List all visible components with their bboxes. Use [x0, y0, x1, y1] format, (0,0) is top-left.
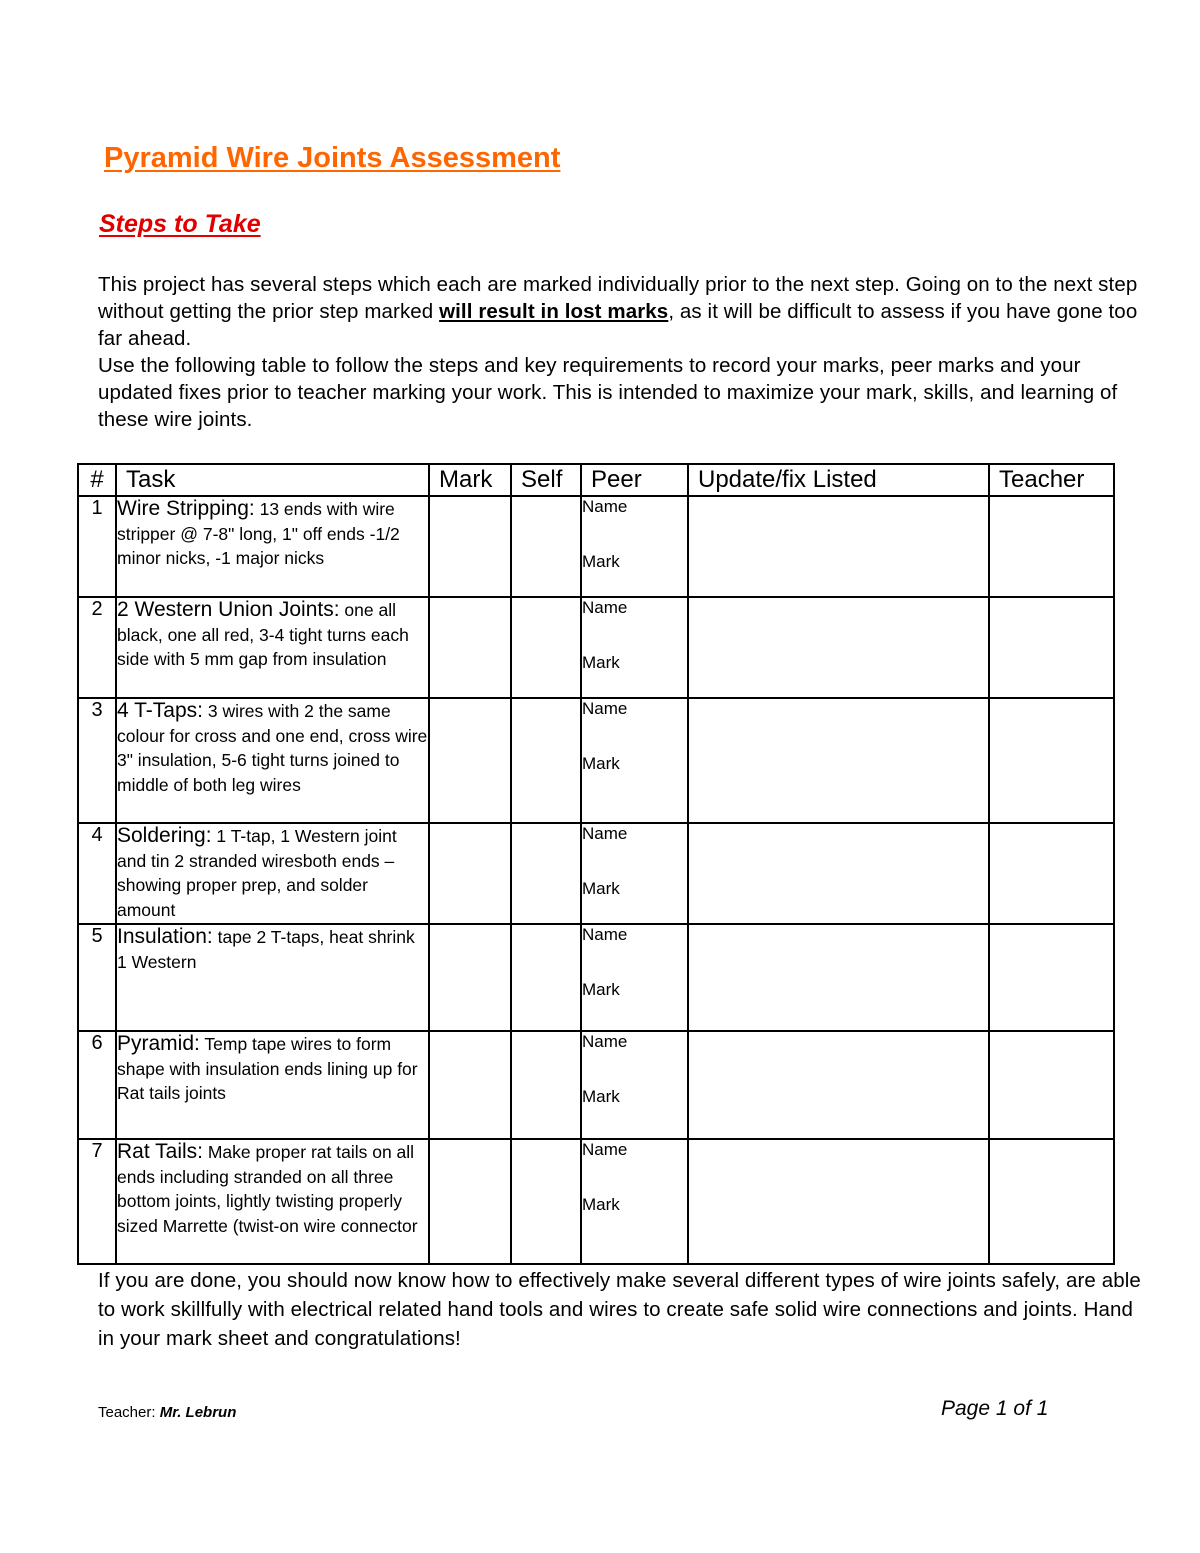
- table-row: [78, 496, 1114, 597]
- mark-cell[interactable]: [429, 924, 511, 1031]
- self-cell[interactable]: [511, 698, 581, 823]
- table-row: [78, 1139, 1114, 1264]
- task-name: Insulation:: [117, 925, 213, 948]
- row-number: 7: [78, 1139, 116, 1264]
- task-cell: [116, 496, 429, 597]
- peer-mark-label: Mark: [582, 1087, 620, 1106]
- task-cell: [116, 597, 429, 698]
- task-detail: 3 wires with 2 the same colour for cross and one end, cross wire 3" insulation, 5-6 tight turns joined to middle of both leg wires: [117, 701, 428, 795]
- task-detail: Make proper rat tails on all ends including stranded on all three bottom joints, lightly twisting properly sized Marrette (twist-on wire connector: [117, 1142, 418, 1236]
- task-name: Wire Stripping:: [117, 497, 255, 520]
- task-name: Rat Tails:: [117, 1140, 203, 1163]
- header-update-fix: Update/fix Listed: [688, 464, 989, 496]
- mark-cell[interactable]: [429, 698, 511, 823]
- task-detail: tape 2 T-taps, heat shrink 1 Western: [117, 927, 415, 972]
- peer-name-label: Name: [582, 1140, 628, 1159]
- teacher-name: Mr. Lebrun: [159, 1404, 237, 1421]
- intro-text: [98, 271, 1138, 433]
- intro-paragraph-1: [98, 271, 1138, 352]
- peer-name-label: Name: [582, 497, 628, 516]
- row-number: 3: [78, 698, 116, 823]
- peer-mark-label: Mark: [582, 653, 620, 672]
- peer-name-label: Name: [582, 1032, 628, 1051]
- peer-cell[interactable]: [581, 1139, 688, 1264]
- task-cell: [116, 1139, 429, 1264]
- header-peer: Peer: [581, 464, 688, 496]
- self-cell[interactable]: [511, 1139, 581, 1264]
- intro-p1-before: This project has several steps which each are marked individually prior to the next step. Going on to the next step without getting the prior step marked: [98, 273, 1138, 323]
- task-detail: one all black, one all red, 3-4 tight turns each side with 5 mm gap from insulation: [117, 600, 409, 669]
- update-fix-cell[interactable]: [688, 496, 989, 597]
- self-cell[interactable]: [511, 924, 581, 1031]
- row-number: 4: [78, 823, 116, 924]
- row-number: 5: [78, 924, 116, 1031]
- peer-name-label: Name: [582, 824, 628, 843]
- update-fix-cell[interactable]: [688, 698, 989, 823]
- peer-cell[interactable]: [581, 496, 688, 597]
- header-mark: Mark: [429, 464, 511, 496]
- table-row: [78, 698, 1114, 823]
- update-fix-cell[interactable]: [688, 823, 989, 924]
- task-cell: [116, 1031, 429, 1139]
- task-cell: [116, 698, 429, 823]
- self-cell[interactable]: [511, 823, 581, 924]
- peer-mark-label: Mark: [582, 552, 620, 571]
- teacher-cell[interactable]: [989, 924, 1114, 1031]
- teacher-cell[interactable]: [989, 823, 1114, 924]
- mark-cell[interactable]: [429, 1031, 511, 1139]
- document-title: Pyramid Wire Joints Assessment: [104, 142, 561, 174]
- header-teacher: Teacher: [989, 464, 1114, 496]
- task-detail: Temp tape wires to form shape with insulation ends lining up for Rat tails joints: [117, 1034, 418, 1103]
- task-name: 4 T-Taps:: [117, 699, 203, 722]
- mark-cell[interactable]: [429, 823, 511, 924]
- update-fix-cell[interactable]: [688, 1139, 989, 1264]
- self-cell[interactable]: [511, 496, 581, 597]
- peer-mark-label: Mark: [582, 1195, 620, 1214]
- peer-cell[interactable]: [581, 597, 688, 698]
- task-cell: [116, 823, 429, 924]
- table-row: [78, 1031, 1114, 1139]
- peer-cell[interactable]: [581, 1031, 688, 1139]
- header-number: #: [78, 464, 116, 496]
- intro-p1-after: , as it will be difficult to assess if you have gone too far ahead.: [98, 300, 1138, 350]
- self-cell[interactable]: [511, 597, 581, 698]
- task-detail: 1 T-tap, 1 Western joint and tin 2 stranded wiresboth ends – showing proper prep, and solder amount: [117, 826, 397, 920]
- task-cell: [116, 924, 429, 1031]
- closing-text: If you are done, you should now know how to effectively make several different types of wire joints safely, are able to work skillfully with electrical related hand tools and wires to create safe solid wire connections and joints. Hand in your mark sheet and congratulations!: [98, 1269, 1141, 1350]
- table-row: [78, 597, 1114, 698]
- teacher-cell[interactable]: [989, 597, 1114, 698]
- mark-cell[interactable]: [429, 597, 511, 698]
- row-number: 2: [78, 597, 116, 698]
- peer-cell[interactable]: [581, 698, 688, 823]
- update-fix-cell[interactable]: [688, 924, 989, 1031]
- footer-teacher: [98, 1404, 236, 1421]
- header-self: Self: [511, 464, 581, 496]
- teacher-cell[interactable]: [989, 698, 1114, 823]
- table-row: [78, 924, 1114, 1031]
- intro-paragraph-2: Use the following table to follow the steps and key requirements to record your marks, peer marks and your updated fixes prior to teacher marking your work. This is intended to maximize your mark, skills, and learning of these wire joints.: [98, 354, 1118, 431]
- mark-cell[interactable]: [429, 1139, 511, 1264]
- table-row: [78, 823, 1114, 924]
- peer-mark-label: Mark: [582, 980, 620, 999]
- self-cell[interactable]: [511, 1031, 581, 1139]
- teacher-cell[interactable]: [989, 1031, 1114, 1139]
- update-fix-cell[interactable]: [688, 1031, 989, 1139]
- teacher-label: Teacher:: [98, 1404, 160, 1421]
- assessment-table: [77, 463, 1115, 1265]
- peer-cell[interactable]: [581, 924, 688, 1031]
- row-number: 1: [78, 496, 116, 597]
- section-heading: Steps to Take: [99, 210, 261, 238]
- intro-p1-emphasis: will result in lost marks: [439, 300, 669, 323]
- peer-mark-label: Mark: [582, 879, 620, 898]
- mark-cell[interactable]: [429, 496, 511, 597]
- task-name: 2 Western Union Joints:: [117, 598, 340, 621]
- peer-name-label: Name: [582, 598, 628, 617]
- task-detail: 13 ends with wire stripper @ 7-8" long, 1" off ends -1/2 minor nicks, -1 major nicks: [117, 499, 400, 568]
- update-fix-cell[interactable]: [688, 597, 989, 698]
- peer-cell[interactable]: [581, 823, 688, 924]
- task-name: Pyramid:: [117, 1032, 200, 1055]
- teacher-cell[interactable]: [989, 1139, 1114, 1264]
- task-name: Soldering:: [117, 824, 212, 847]
- page-number: Page 1 of 1: [941, 1397, 1049, 1420]
- peer-name-label: Name: [582, 925, 628, 944]
- row-number: 6: [78, 1031, 116, 1139]
- teacher-cell[interactable]: [989, 496, 1114, 597]
- header-task: Task: [116, 464, 429, 496]
- table-header-row: [78, 464, 1114, 496]
- peer-mark-label: Mark: [582, 754, 620, 773]
- peer-name-label: Name: [582, 699, 628, 718]
